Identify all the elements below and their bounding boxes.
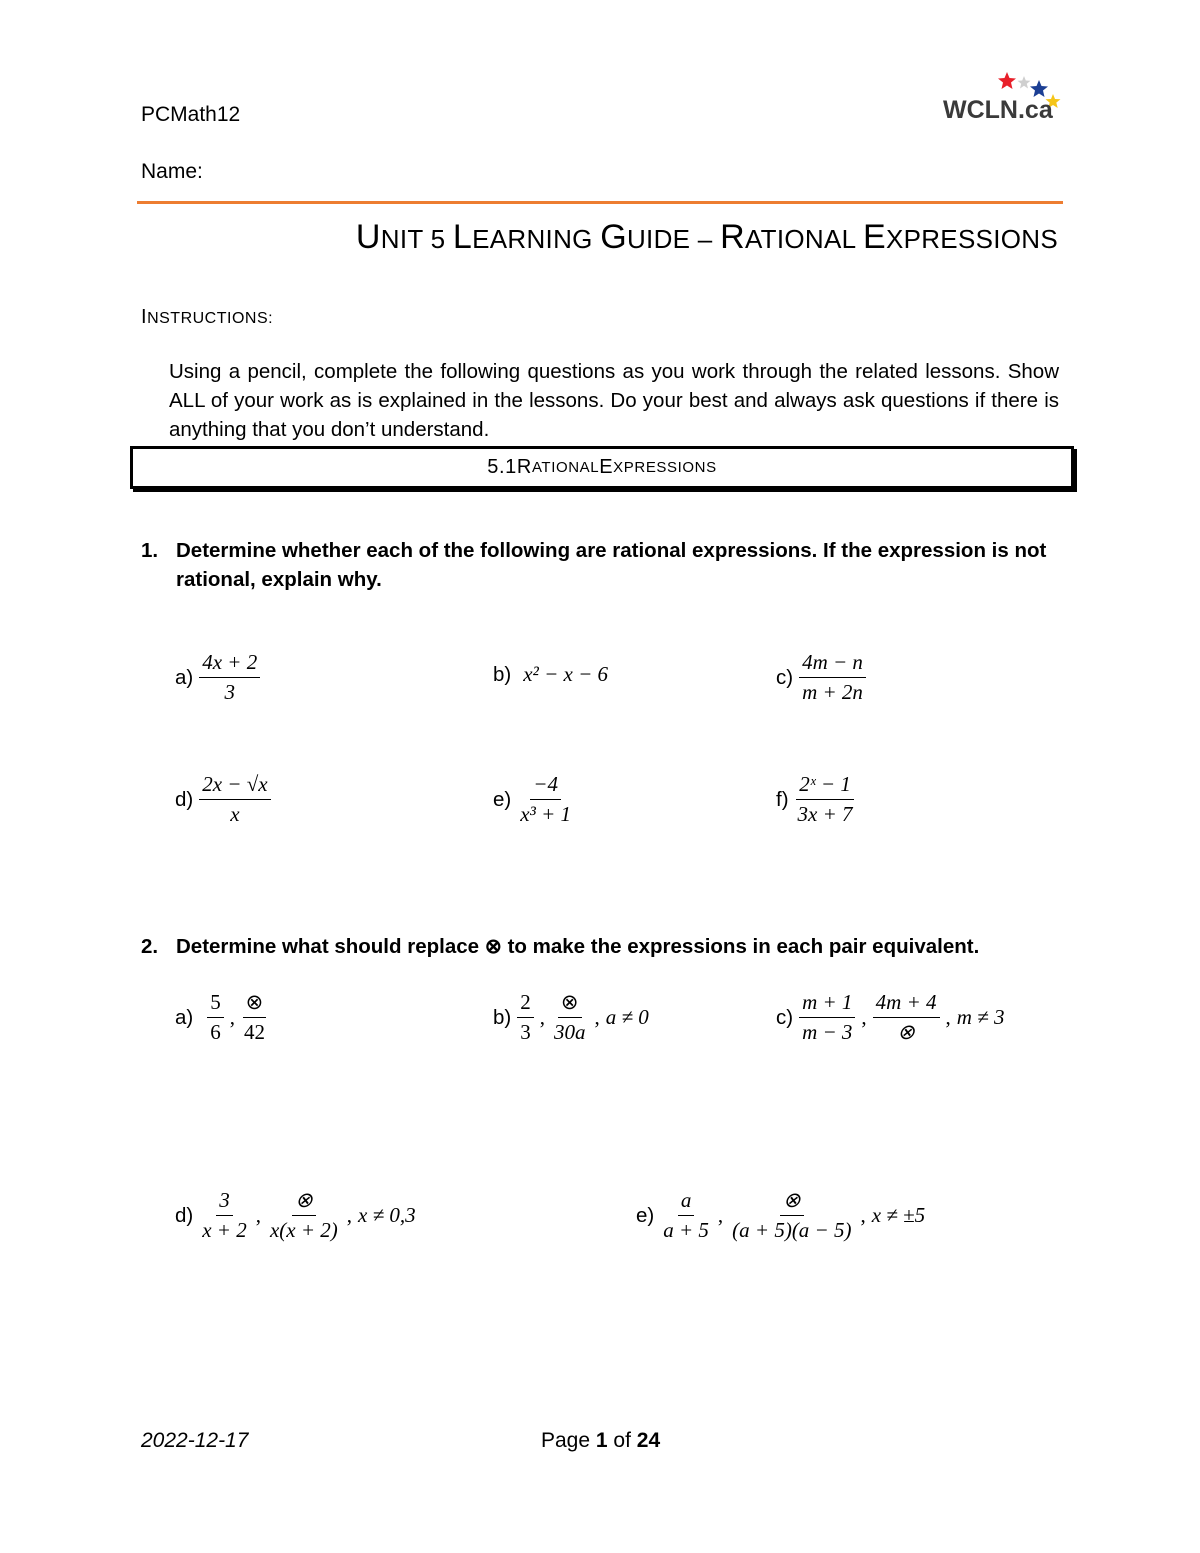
q1-item-c: c) $\frac{4m - n}{m + 2n}$ — [776, 650, 866, 705]
q1-item-b: b) x² − x − 6 — [493, 662, 609, 686]
logo-text: WCLN — [943, 96, 1018, 124]
course-name: PCMath12 — [141, 103, 241, 126]
header-rule — [137, 201, 1063, 204]
q2-item-c: c) $\frac{m + 1}{m - 3}$ , $\frac{4m + 4}{\otimes}$ , m ≠ 3 — [776, 990, 1005, 1044]
q2-item-b: b) $\frac{2}{3}$ , $\frac{\otimes}{30a}$ , a ≠ 0 — [493, 990, 649, 1044]
question-1-number: 1. — [141, 539, 159, 562]
q1-item-d: d) $\frac{2x - √x}{x}$ — [175, 772, 271, 827]
q1-item-f: f) $\frac{\text{2ˣ − 1}}{3x + 7}$ — [776, 772, 853, 826]
page-title: UNIT 5 LEARNING GUIDE – RATIONAL EXPRESSIONS — [355, 218, 1058, 256]
q1-item-a: a) $\frac{4x + 2}{3}$ — [175, 650, 260, 705]
page-number: Page 1 of 24 — [541, 1429, 661, 1452]
question-2-text: Determine what should replace ⊗ to make the expressions in each pair equivalent. — [176, 935, 980, 958]
instructions-heading: INSTRUCTIONS: — [141, 306, 274, 328]
instructions-text: Using a pencil, complete the following questions as you work through the related lessons. Show ALL of your work as is explained in the lessons. Do your best and always ask questions if there is anything that you don’t understand. — [169, 360, 1059, 441]
q2-item-d: d) $\frac{3}{x + 2}$ , $\frac{\otimes}{x(x + 2)}$ , x ≠ 0,3 — [175, 1188, 416, 1242]
q2-item-a: a) $\frac{5}{6}$ , $\frac{\otimes}{42}$ — [175, 990, 265, 1044]
footer-date: 2022-12-17 — [141, 1429, 249, 1452]
wcln-logo — [940, 70, 1065, 126]
question-2-number: 2. — [141, 935, 159, 958]
q1-item-e: e) $\frac{-4}{\text{x³ + 1}}$ — [493, 772, 572, 826]
logo-suffix: .ca — [1017, 96, 1053, 124]
question-1-text: Determine whether each of the following are rational expressions. If the expression is not rational, explain why. — [176, 539, 1047, 591]
name-label: Name: — [141, 160, 203, 183]
section-header: 5.1 R ATIONAL E XPRESSIONS — [130, 446, 1074, 489]
q2-item-e: e) $\frac{a}{a + 5}$ , $\frac{\otimes}{(a + 5)(a - 5)}$ , x ≠ ±5 — [636, 1188, 926, 1242]
